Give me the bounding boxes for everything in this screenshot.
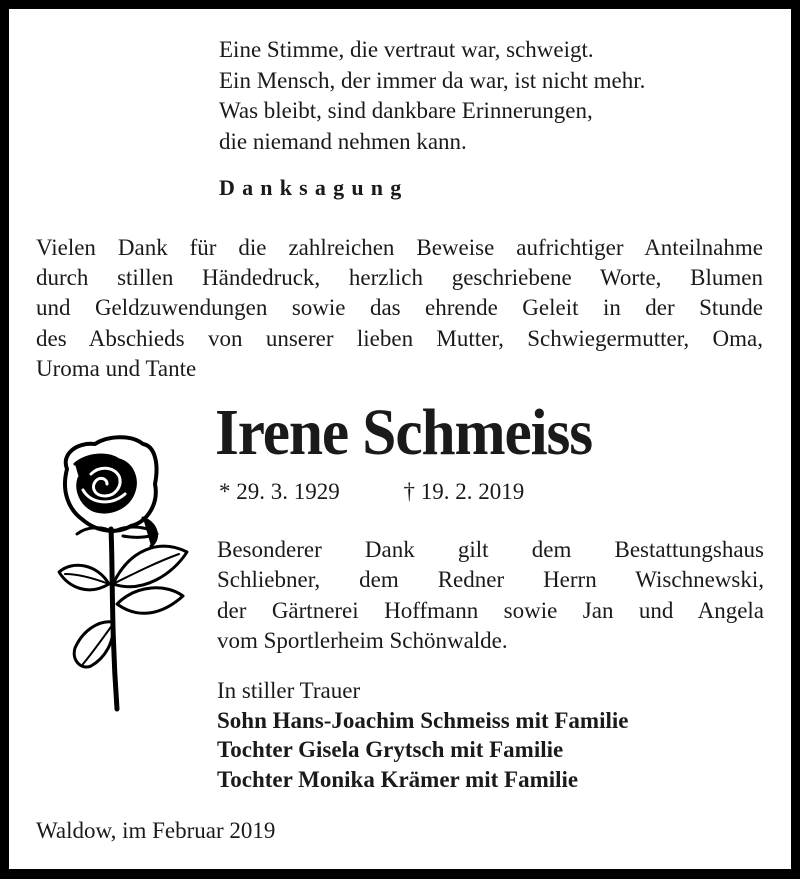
mourner: Sohn Hans-Joachim Schmeiss mit Familie xyxy=(217,707,629,733)
intro-line: durch stillen Händedruck, herzlich geschriebene Worte, Blumen xyxy=(36,265,763,291)
poem-line: die niemand nehmen kann. xyxy=(219,128,467,154)
deceased-name: Irene Schmeiss xyxy=(215,396,593,469)
intro-line: Uroma und Tante xyxy=(36,355,197,381)
thanks-line: vom Sportlerheim Schönwalde. xyxy=(217,627,508,653)
poem-line: Eine Stimme, die vertraut war, schweigt. xyxy=(219,37,594,62)
rose-icon xyxy=(47,434,192,714)
thanks-line: Schliebner, dem Redner Herrn Wischnewski, xyxy=(217,567,764,593)
intro-line: des Abschieds von unserer lieben Mutter, Schwiegermutter, Oma, xyxy=(36,325,763,351)
intro-line: Vielen Dank für die zahlreichen Beweise aufrichtiger Anteilnahme xyxy=(36,235,763,260)
mourner: Tochter Gisela Grytsch mit Familie xyxy=(217,737,564,762)
obituary-notice xyxy=(9,9,791,869)
poem xyxy=(219,35,645,157)
life-dates xyxy=(219,479,524,505)
poem-line: Was bleibt, sind dankbare Erinnerungen, xyxy=(219,98,593,123)
mourners-block xyxy=(217,676,628,794)
heading-danksagung: Danksagung xyxy=(219,175,409,200)
mourning-intro: In stiller Trauer xyxy=(217,678,361,703)
intro-paragraph xyxy=(36,233,763,384)
special-thanks-paragraph xyxy=(217,535,764,656)
birth-date: * 29. 3. 1929 xyxy=(219,479,340,504)
intro-line: und Geldzuwendungen sowie das ehrende Geleit in der Stunde xyxy=(36,295,763,321)
poem-line: Ein Mensch, der immer da war, ist nicht mehr. xyxy=(219,67,646,93)
thanks-line: der Gärtnerei Hoffmann sowie Jan und Angela xyxy=(217,597,764,623)
thanks-line: Besonderer Dank gilt dem Bestattungshaus xyxy=(217,537,764,562)
mourner: Tochter Monika Krämer mit Familie xyxy=(217,766,579,792)
death-date: † 19. 2. 2019 xyxy=(403,479,525,504)
place-date: Waldow, im Februar 2019 xyxy=(36,818,276,843)
